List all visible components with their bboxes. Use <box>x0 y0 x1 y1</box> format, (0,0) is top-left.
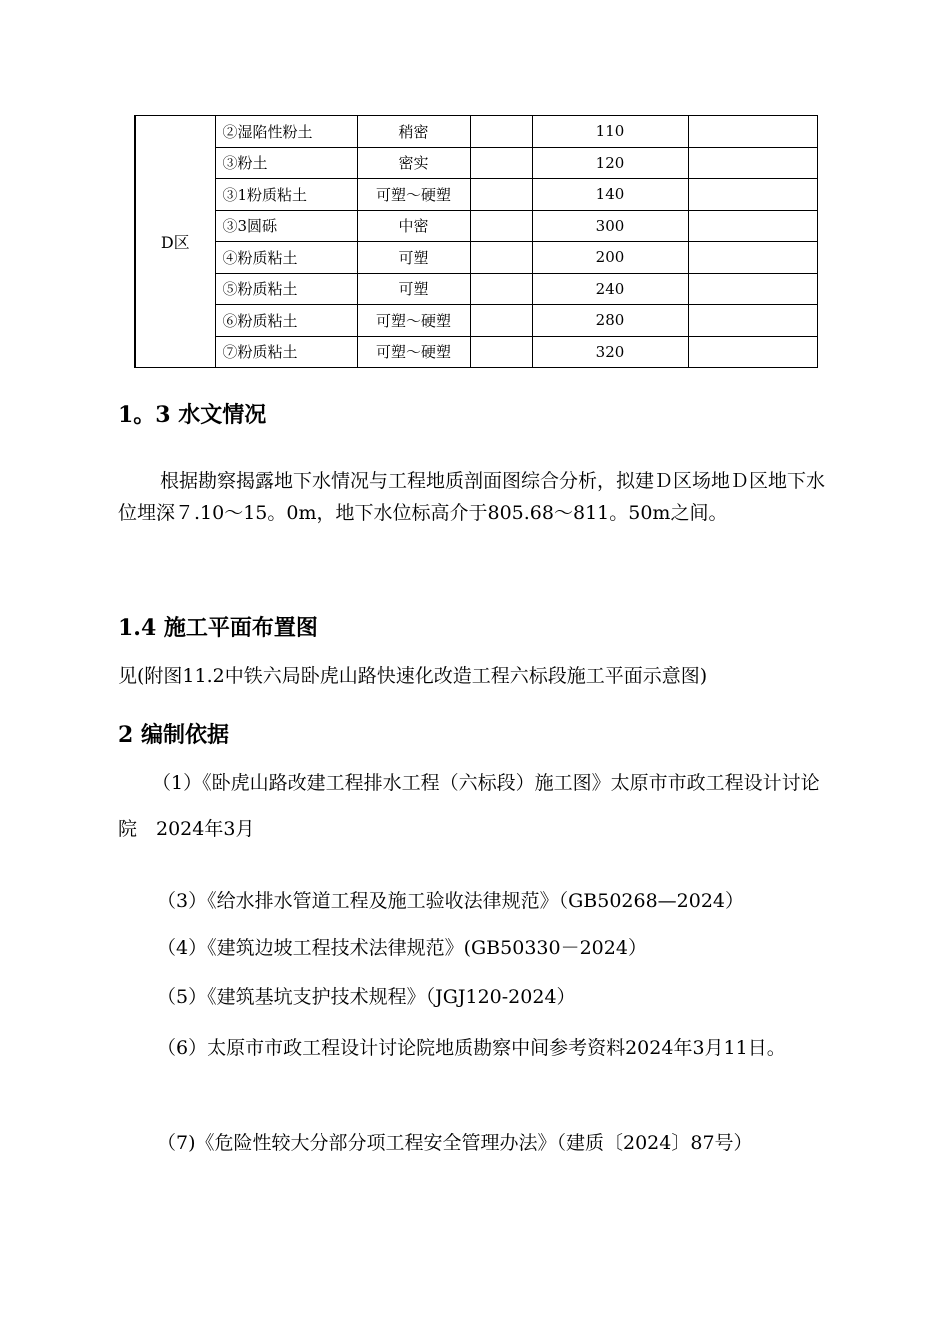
bearing-value-cell: 200 <box>532 242 688 274</box>
bearing-value-cell: 240 <box>532 273 688 305</box>
table-row <box>135 179 817 211</box>
bearing-value-cell: 110 <box>532 116 688 148</box>
table-row <box>135 116 817 148</box>
bearing-value-cell: 280 <box>532 305 688 337</box>
soil-layer-cell: ③1粉质粘土 <box>215 179 357 211</box>
basis-item: （3）《给水排水管道工程及施工验收法律规范》（GB50268—2024） <box>157 890 745 912</box>
empty-cell <box>688 147 817 179</box>
table-row <box>135 242 817 274</box>
bearing-value-cell: 120 <box>532 147 688 179</box>
bearing-value-cell: 300 <box>532 210 688 242</box>
basis-item: （1）《卧虎山路改建工程排水工程（六标段）施工图》太原市市政工程设计讨论院 2024年3月 <box>118 772 820 840</box>
soil-state-cell: 可塑～硬塑 <box>357 305 470 337</box>
table-row <box>135 336 817 368</box>
bearing-value-cell: 320 <box>532 336 688 368</box>
empty-cell <box>688 273 817 305</box>
hydrology-paragraph: 根据勘察揭露地下水情况与工程地质剖面图综合分析，拟建Ｄ区场地Ｄ区地下水位埋深７.10～15。0m，地下水位标高介于805.68～811。50m之间。 <box>118 470 826 524</box>
table-row <box>135 147 817 179</box>
soil-layer-cell: ⑦粉质粘土 <box>215 336 357 368</box>
table-row <box>135 305 817 337</box>
soil-state-cell: 中密 <box>357 210 470 242</box>
empty-cell <box>470 305 532 337</box>
basis-item: （6）太原市市政工程设计讨论院地质勘察中间参考资料2024年3月11日。 <box>157 1037 786 1059</box>
soil-state-cell: 可塑 <box>357 273 470 305</box>
empty-cell <box>470 210 532 242</box>
empty-cell <box>470 147 532 179</box>
soil-layer-cell: ④粉质粘土 <box>215 242 357 274</box>
section-heading-basis: 2 编制依据 <box>118 722 229 748</box>
section-heading-site-layout: 1.4 施工平面布置图 <box>118 615 318 641</box>
soil-layer-cell: ③3圆砾 <box>215 210 357 242</box>
zone-cell: D区 <box>135 116 215 368</box>
empty-cell <box>688 336 817 368</box>
table-row <box>135 210 817 242</box>
basis-item: （5）《建筑基坑支护技术规程》（JGJ120-2024） <box>157 986 576 1008</box>
soil-layer-cell: ⑥粉质粘土 <box>215 305 357 337</box>
soil-state-cell: 可塑 <box>357 242 470 274</box>
soil-layer-cell: ③粉土 <box>215 147 357 179</box>
section-heading-hydrology: 1。3 水文情况 <box>118 402 267 428</box>
empty-cell <box>470 336 532 368</box>
table-row <box>135 273 817 305</box>
site-layout-text: 见(附图11.2中铁六局卧虎山路快速化改造工程六标段施工平面示意图) <box>118 665 708 687</box>
empty-cell <box>688 179 817 211</box>
empty-cell <box>688 210 817 242</box>
soil-layer-cell: ⑤粉质粘土 <box>215 273 357 305</box>
empty-cell <box>688 242 817 274</box>
basis-item: （7)《危险性较大分部分项工程安全管理办法》（建质〔2024〕87号） <box>157 1132 753 1154</box>
empty-cell <box>688 116 817 148</box>
empty-cell <box>470 273 532 305</box>
soil-state-cell: 稍密 <box>357 116 470 148</box>
soil-state-cell: 密实 <box>357 147 470 179</box>
empty-cell <box>470 116 532 148</box>
empty-cell <box>470 242 532 274</box>
bearing-value-cell: 140 <box>532 179 688 211</box>
soil-bearing-table <box>134 115 818 368</box>
soil-layer-cell: ②湿陷性粉土 <box>215 116 357 148</box>
basis-item: （4）《建筑边坡工程技术法律规范》(GB50330－2024） <box>157 937 647 959</box>
empty-cell <box>688 305 817 337</box>
soil-state-cell: 可塑～硬塑 <box>357 336 470 368</box>
empty-cell <box>470 179 532 211</box>
soil-state-cell: 可塑～硬塑 <box>357 179 470 211</box>
